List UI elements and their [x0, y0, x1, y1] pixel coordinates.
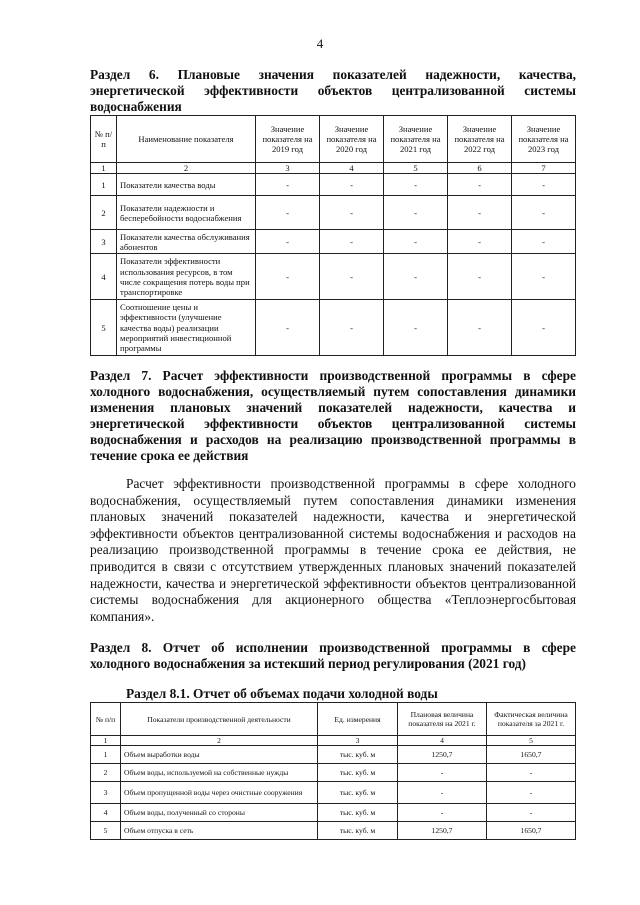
- indicator-name: Показатели эффективности использования ресурсов, в том числе сокращения потерь воды при транспортировке: [117, 254, 256, 300]
- column-index: 4: [398, 736, 487, 746]
- reliability-indicators-table: [90, 115, 576, 356]
- value-2021: -: [384, 300, 448, 356]
- indicator-name: Показатели качества обслуживания абонентов: [117, 230, 256, 254]
- fact-value: 1650,7: [487, 822, 576, 840]
- row-number: 2: [91, 764, 121, 782]
- column-header: № п/п: [91, 703, 121, 736]
- table-row: [91, 782, 576, 804]
- value-2022: -: [448, 230, 512, 254]
- fact-value: 1650,7: [487, 746, 576, 764]
- indicator-name: Объем воды, используемой на собственные нужды: [121, 764, 318, 782]
- value-2019: -: [256, 196, 320, 230]
- value-2020: -: [320, 174, 384, 196]
- indicator-name: Показатели надежности и бесперебойности водоснабжения: [117, 196, 256, 230]
- section-8-title: Раздел 8. Отчет об исполнении производственной программы в сфере холодного водоснабжения за истекший период регулирования (2021 год): [90, 640, 576, 671]
- value-2020: -: [320, 254, 384, 300]
- fact-value: -: [487, 804, 576, 822]
- unit: тыс. куб. м: [318, 804, 398, 822]
- table-row: [91, 804, 576, 822]
- column-header: № п/п: [91, 116, 117, 163]
- column-index: 6: [448, 163, 512, 174]
- unit: тыс. куб. м: [318, 746, 398, 764]
- row-number: 3: [91, 782, 121, 804]
- column-index: 5: [487, 736, 576, 746]
- indicator-name: Объем отпуска в сеть: [121, 822, 318, 840]
- column-index-row: [91, 163, 576, 174]
- indicator-name: Объем воды, полученный со стороны: [121, 804, 318, 822]
- value-2021: -: [384, 174, 448, 196]
- row-number: 5: [91, 822, 121, 840]
- column-header: Фактическая величина показателя за 2021 г.: [487, 703, 576, 736]
- value-2019: -: [256, 300, 320, 356]
- table-row: [91, 822, 576, 840]
- table-header-row: [91, 703, 576, 736]
- plan-value: 1250,7: [398, 822, 487, 840]
- column-header: Значение показателя на 2019 год: [256, 116, 320, 163]
- value-2019: -: [256, 174, 320, 196]
- plan-value: -: [398, 804, 487, 822]
- value-2023: -: [512, 254, 576, 300]
- column-index: 1: [91, 736, 121, 746]
- indicator-name: Объем пропущенной воды через очистные сооружения: [121, 782, 318, 804]
- value-2019: -: [256, 254, 320, 300]
- unit: тыс. куб. м: [318, 782, 398, 804]
- value-2019: -: [256, 230, 320, 254]
- section-6-title: Раздел 6. Плановые значения показателей надежности, качества, энергетической эффективности объектов централизованной системы водоснабжения: [90, 67, 576, 114]
- row-number: 4: [91, 254, 117, 300]
- column-header: Значение показателя на 2021 год: [384, 116, 448, 163]
- column-index: 2: [121, 736, 318, 746]
- column-index: 5: [384, 163, 448, 174]
- value-2023: -: [512, 300, 576, 356]
- column-header: Показатели производственной деятельности: [121, 703, 318, 736]
- unit: тыс. куб. м: [318, 764, 398, 782]
- fact-value: -: [487, 764, 576, 782]
- fact-value: -: [487, 782, 576, 804]
- column-header: Наименование показателя: [117, 116, 256, 163]
- section-8-1-title: Раздел 8.1. Отчет об объемах подачи холодной воды: [126, 686, 438, 701]
- row-number: 3: [91, 230, 117, 254]
- column-index: 2: [117, 163, 256, 174]
- column-index: 3: [256, 163, 320, 174]
- row-number: 4: [91, 804, 121, 822]
- column-index: 4: [320, 163, 384, 174]
- section-7-title: Раздел 7. Расчет эффективности производственной программы в сфере холодного водоснабжения, осуществляемый путем сопоставления динамики изменения плановых значений показателей надежности, качества и энергетической эффективности объектов централизованной системы водоснабжения и расходов на реализацию производственной программы в течение срока ее действия: [90, 368, 576, 463]
- section-7-paragraph: Расчет эффективности производственной программы в сфере холодного водоснабжения, осуществляемый путем сопоставления динамики изменения плановых значений показателей надежности, качества и энергетической эффективности объектов централизованной системы водоснабжения и расходов на реализацию производственной программы в течение срока ее действия, не приводится в связи с отсутствием утвержденных плановых значений показателей надежности, качества и энергетической эффективности объектов централизованной системы водоснабжения для акционерного общества «Теплоэнергосбытовая компания».: [90, 476, 576, 624]
- table-header-row: [91, 116, 576, 163]
- table-row: [91, 174, 576, 196]
- value-2021: -: [384, 196, 448, 230]
- value-2022: -: [448, 196, 512, 230]
- value-2022: -: [448, 300, 512, 356]
- table-row: [91, 300, 576, 356]
- column-index: 1: [91, 163, 117, 174]
- page-number: 4: [316, 36, 324, 51]
- plan-value: 1250,7: [398, 746, 487, 764]
- row-number: 2: [91, 196, 117, 230]
- column-index-row: [91, 736, 576, 746]
- column-index: 7: [512, 163, 576, 174]
- table-row: [91, 746, 576, 764]
- indicator-name: Объем выработки воды: [121, 746, 318, 764]
- row-number: 1: [91, 174, 117, 196]
- unit: тыс. куб. м: [318, 822, 398, 840]
- value-2023: -: [512, 174, 576, 196]
- value-2022: -: [448, 174, 512, 196]
- table-row: [91, 196, 576, 230]
- water-supply-volume-table: [90, 702, 576, 840]
- plan-value: -: [398, 782, 487, 804]
- column-header: Значение показателя на 2020 год: [320, 116, 384, 163]
- table-row: [91, 230, 576, 254]
- value-2020: -: [320, 300, 384, 356]
- value-2023: -: [512, 196, 576, 230]
- column-header: Ед. измерения: [318, 703, 398, 736]
- table-row: [91, 254, 576, 300]
- indicator-name: Соотношение цены и эффективности (улучшение качества воды) реализации мероприятий инвестиционной программы: [117, 300, 256, 356]
- column-header: Значение показателя на 2023 год: [512, 116, 576, 163]
- plan-value: -: [398, 764, 487, 782]
- value-2020: -: [320, 196, 384, 230]
- table-row: [91, 764, 576, 782]
- column-index: 3: [318, 736, 398, 746]
- column-header: Плановая величина показателя на 2021 г.: [398, 703, 487, 736]
- value-2021: -: [384, 254, 448, 300]
- value-2021: -: [384, 230, 448, 254]
- indicator-name: Показатели качества воды: [117, 174, 256, 196]
- value-2020: -: [320, 230, 384, 254]
- row-number: 5: [91, 300, 117, 356]
- column-header: Значение показателя на 2022 год: [448, 116, 512, 163]
- value-2023: -: [512, 230, 576, 254]
- value-2022: -: [448, 254, 512, 300]
- row-number: 1: [91, 746, 121, 764]
